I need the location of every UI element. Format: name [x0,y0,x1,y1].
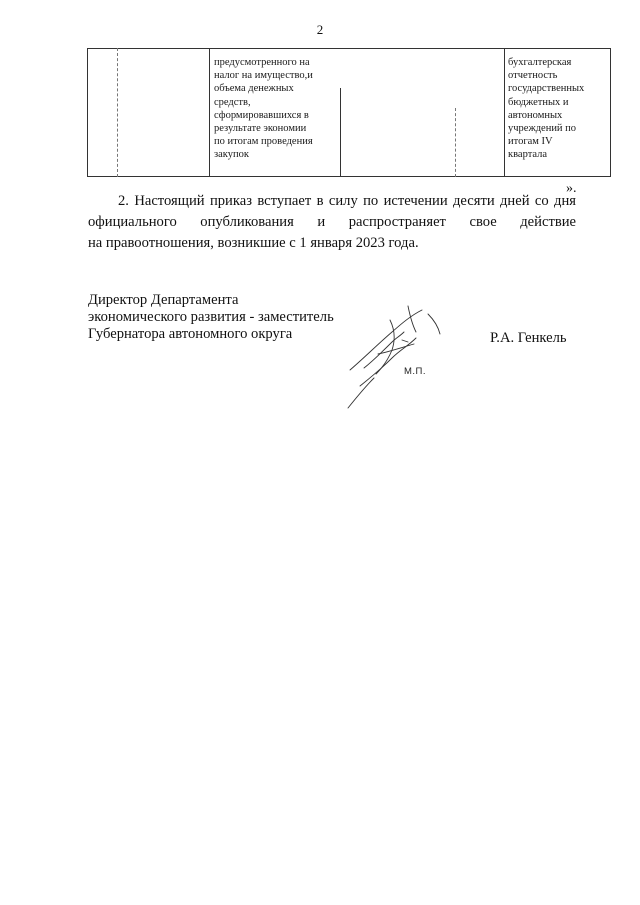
table-fragment [87,48,611,178]
signatory-title-line: Директор Департамента [88,292,239,308]
table-column-divider [340,88,341,177]
table-cell-middle: предусмотренного на налог на имущество,и объема денежных средств, сформировавшихся в результате экономии по итогам проведения закупок [214,57,313,161]
effective-date-paragraph [88,191,576,254]
table-left-border [87,48,88,177]
paragraph-line: официального опубликования и распространяет свое действие [88,214,576,230]
table-cell-right: бухгалтерская отчетность государственных бюджетных и автономных учреждений по итогам IV квартала [508,57,585,161]
table-column-divider [209,48,210,177]
seal-label: М.П. [404,366,427,377]
paragraph-line: на правоотношения, возникшие с 1 января 2023 года. [88,235,419,251]
table-column-divider [455,108,456,177]
signatory-title-line: Губернатора автономного округа [88,326,293,342]
handwritten-signature [330,298,460,413]
table-column-divider [117,48,118,177]
signatory-title-line: экономического развития - заместитель [88,309,334,325]
table-column-divider [504,48,505,177]
table-bottom-rule [87,176,611,177]
page-number: 2 [316,22,324,37]
signer-name: Р.А. Генкель [490,330,567,346]
signatory-title [88,292,334,343]
table-right-border [610,48,611,177]
closing-quote: ». [566,181,577,196]
paragraph-line: 2. Настоящий приказ вступает в силу по истечении десяти дней со дня [118,193,576,209]
table-top-rule [87,48,611,49]
